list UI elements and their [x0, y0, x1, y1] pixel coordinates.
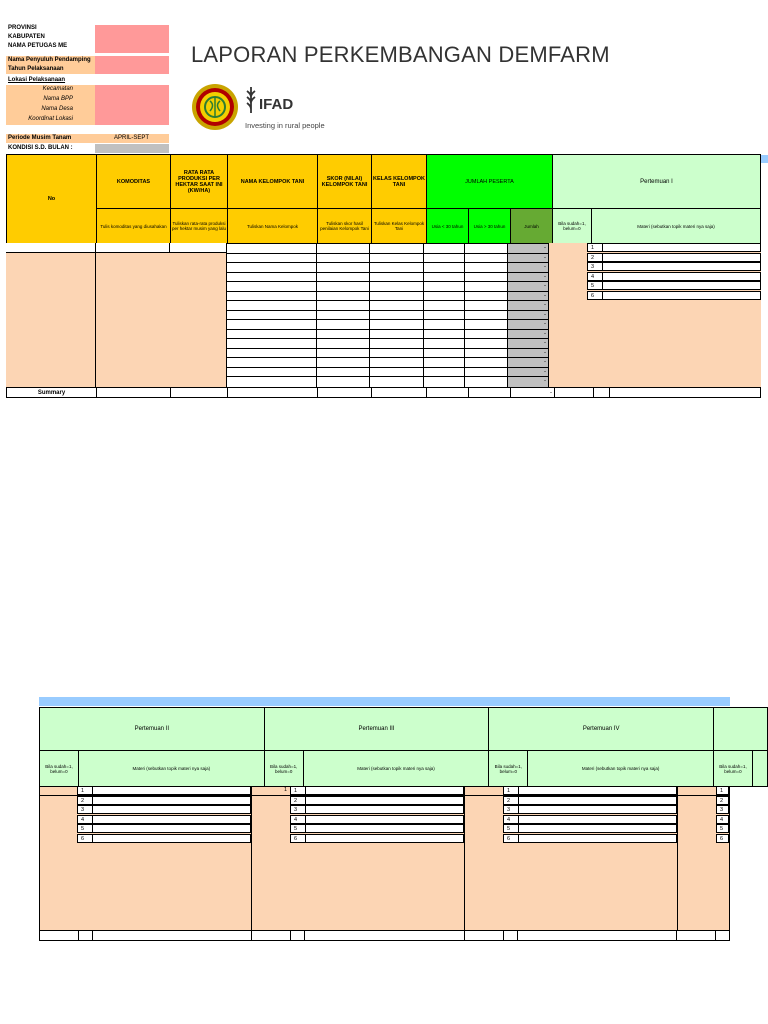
jumlah-dash: - [544, 264, 546, 270]
col-kelas: KELAS KELOMPOK TANI [372, 155, 427, 209]
t2-materi-number: 2 [81, 797, 85, 804]
t2-materi-row[interactable] [77, 824, 251, 833]
t2-materi-number: 4 [81, 816, 85, 823]
periode-value: APRIL-SEPT [114, 135, 150, 141]
ministry-seal-icon [191, 83, 239, 131]
col-pertemuan-2: Pertemuan II [40, 708, 265, 751]
materi-sep [602, 254, 603, 262]
t2-materi-row[interactable] [77, 805, 251, 814]
sub-kelas: Tuliskan Kelas Kelompok Tani [372, 209, 427, 244]
label-koordinat: Koordinat Lokasi [28, 116, 73, 122]
col-komoditas: KOMODITAS [97, 155, 171, 209]
t2-materi-sep [305, 816, 306, 824]
input-kondisi[interactable] [95, 144, 169, 153]
materi-sep [602, 282, 603, 290]
input-penyuluh[interactable] [95, 56, 169, 74]
jumlah-dash: - [544, 292, 546, 299]
t2-materi-row[interactable] [716, 834, 729, 843]
t2-materi-number: 1 [81, 788, 85, 794]
t2-materi-4 [753, 751, 768, 787]
summary-dash: - [511, 388, 555, 398]
t2-materi-row[interactable] [77, 815, 251, 824]
jumlah-dash: - [544, 283, 546, 289]
t2-materi-row[interactable] [77, 796, 251, 805]
ifad-wheat-icon [244, 85, 258, 115]
t2-materi-sep [305, 835, 306, 843]
summary-label: Summary [7, 388, 97, 398]
table1-first-row [6, 243, 226, 253]
jumlah-dash: - [544, 330, 546, 337]
col-jumlah-peserta: JUMLAH PESERTA [427, 155, 553, 209]
sub-komoditas: Tulis komoditas yang diusahakan [97, 209, 171, 244]
label-kabupaten: KABUPATEN [8, 34, 45, 40]
t2-bila-1: Bila sudah=1, belum=0 [40, 751, 79, 787]
materi-sep [602, 263, 603, 271]
t2-materi-number: 2 [507, 797, 511, 804]
t2-materi-number: 5 [81, 826, 85, 832]
materi-row[interactable] [587, 262, 761, 271]
table1-col-line [316, 243, 317, 387]
materi-number: 4 [591, 273, 595, 280]
t2-materi-row[interactable] [290, 805, 464, 814]
t2-materi-number: 2 [294, 797, 298, 804]
page-title: LAPORAN PERKEMBANGAN DEMFARM [191, 42, 610, 67]
col-pertemuan-4: Pertemuan IV [489, 708, 714, 751]
input-provinsi-block[interactable] [95, 25, 169, 53]
t2-top-line [39, 786, 730, 787]
t2-materi-number: 3 [720, 807, 724, 813]
t2-divider-1 [251, 786, 252, 940]
label-penyuluh: Nama Penyuluh Pendamping [8, 57, 91, 63]
ifad-logo-text: IFAD [259, 96, 294, 113]
t2-materi-sep [92, 787, 93, 795]
table1-row-line [226, 329, 548, 330]
sub-bila: Bila sudah=1, belum=0 [553, 209, 592, 244]
sub-jumlah: Jumlah [511, 209, 553, 244]
t2-bila-2: Bila sudah=1, belum=0 [264, 751, 303, 787]
col-pertemuan-1: Pertemuan I [553, 155, 761, 209]
t2-materi-row[interactable] [290, 834, 464, 843]
t2-divider-3 [677, 786, 678, 940]
sub-skor: Tuliskan skor hasil penilaian Kelompok Tani [318, 209, 372, 244]
t2-materi-sep [518, 835, 519, 843]
t2-materi-row[interactable] [290, 796, 464, 805]
t2-materi-sep [518, 816, 519, 824]
col-nama-kelompok: NAMA KELOMPOK TANI [228, 155, 318, 209]
t2-materi-sep [518, 806, 519, 814]
table1-divider-b [169, 243, 170, 253]
t2-materi-row[interactable] [716, 815, 729, 824]
sub-usia-gt: Usia > 30 tahun [469, 209, 511, 244]
label-lokasi: Lokasi Pelaksanaan [8, 77, 66, 83]
t2-materi-row[interactable] [503, 824, 677, 833]
t2-materi-sep [518, 825, 519, 833]
table1-row-line [226, 243, 548, 244]
jumlah-dash: - [544, 359, 546, 365]
label-periode: Periode Musim Tanam [8, 135, 72, 141]
t2-bila-4: Bila sudah=1, belum=0 [714, 751, 753, 787]
t2-divider-4 [729, 786, 730, 940]
col-no: No [7, 155, 97, 244]
t2-materi-row[interactable] [290, 815, 464, 824]
t2-materi-number: 6 [507, 835, 511, 842]
table1-grid [226, 243, 548, 387]
table1-row-line [226, 253, 548, 254]
t2-materi-number: 6 [294, 835, 298, 842]
materi-number: 6 [591, 292, 595, 299]
label-kondisi: KONDISI S.D. BULAN : [8, 145, 73, 151]
materi-number: 3 [591, 264, 595, 270]
t2-materi-sep [92, 806, 93, 814]
t2-materi-row[interactable] [503, 815, 677, 824]
materi-row[interactable] [587, 291, 761, 300]
table1-row-line [226, 338, 548, 339]
t2-materi-sep [305, 797, 306, 805]
t2-materi-number: 5 [507, 826, 511, 832]
materi-number: 1 [591, 245, 595, 251]
t2-materi-row[interactable] [290, 786, 464, 795]
t2-divider-0 [39, 786, 40, 940]
t2-materi-number: 3 [507, 807, 511, 813]
t2-materi-number: 4 [507, 816, 511, 823]
t2-materi-sep [305, 806, 306, 814]
materi-sep [602, 273, 603, 281]
table1-summary [6, 387, 761, 398]
table2-one-value: 1 [284, 787, 288, 793]
table1-row-line [226, 357, 548, 358]
t2-materi-sep [305, 787, 306, 795]
sub-nama: Tuliskan Nama Kelompok [228, 209, 318, 244]
table1-row-line [226, 319, 548, 320]
t2-materi-sep [518, 787, 519, 795]
table1-row-line [226, 291, 548, 292]
t2-materi-3: Materi (sebutkan topik materi nya saja) [528, 751, 714, 787]
col-skor: SKOR (NILAI) KELOMPOK TANI [318, 155, 372, 209]
jumlah-dash: - [544, 311, 546, 318]
t2-materi-sep [92, 816, 93, 824]
table2-summary [39, 930, 730, 941]
t2-materi-row[interactable] [503, 834, 677, 843]
t2-materi-row[interactable] [716, 796, 729, 805]
jumlah-dash: - [544, 254, 546, 261]
col-pertemuan-3: Pertemuan III [264, 708, 489, 751]
label-provinsi: PROVINSI [8, 25, 37, 31]
t2-materi-number: 4 [720, 816, 724, 823]
materi-row[interactable] [587, 243, 761, 252]
t2-materi-row[interactable] [716, 786, 729, 795]
t2-materi-row[interactable] [503, 805, 677, 814]
table1-col-line [548, 243, 549, 387]
t2-materi-number: 1 [507, 788, 511, 794]
table1-col-line [423, 243, 424, 387]
t2-materi-sep [92, 797, 93, 805]
t2-top-line-2 [39, 795, 730, 796]
table1-row-line [226, 367, 548, 368]
jumlah-dash: - [544, 302, 546, 308]
sub-materi: Materi (sebutkan topik materi nya saja) [592, 209, 761, 244]
t2-materi-number: 2 [720, 797, 724, 804]
t2-divider-2 [464, 786, 465, 940]
table1-col-line [464, 243, 465, 387]
materi-sep [602, 292, 603, 300]
t2-materi-number: 6 [720, 835, 724, 842]
table1-row-line [226, 272, 548, 273]
label-nama-petugas: NAMA PETUGAS ME [8, 43, 68, 49]
table1-divider-a [95, 243, 96, 387]
table2-blue-bar [39, 697, 730, 706]
jumlah-dash: - [544, 245, 546, 251]
t2-materi-2: Materi (sebutkan topik materi nya saja) [303, 751, 489, 787]
table1-col-line [507, 243, 508, 387]
label-nama-desa: Nama Desa [41, 106, 73, 112]
t2-materi-number: 6 [81, 835, 85, 842]
table1-row-line [226, 348, 548, 349]
t2-materi-row[interactable] [716, 805, 729, 814]
jumlah-dash: - [544, 321, 546, 327]
t2-materi-sep [92, 825, 93, 833]
jumlah-dash: - [544, 349, 546, 356]
table1-row-line [226, 376, 548, 377]
t2-materi-row[interactable] [716, 824, 729, 833]
t2-materi-sep [92, 835, 93, 843]
table2-header [39, 707, 768, 787]
label-tahun: Tahun Pelaksanaan [8, 66, 64, 72]
table1-row-line [226, 281, 548, 282]
t2-materi-number: 1 [294, 788, 298, 794]
col-pertemuan-5 [714, 708, 768, 751]
table1-col-line [369, 243, 370, 387]
sub-usia-lt: Usia < 30 tahun [427, 209, 469, 244]
t2-bila-3: Bila sudah=1, belum=0 [489, 751, 528, 787]
t2-materi-number: 4 [294, 816, 298, 823]
label-nama-bpp: Nama BPP [43, 96, 73, 102]
table1-row-line [226, 310, 548, 311]
t2-materi-row[interactable] [290, 824, 464, 833]
materi-row[interactable] [587, 253, 761, 262]
jumlah-dash: - [544, 368, 546, 375]
t2-materi-number: 5 [720, 826, 724, 832]
materi-row[interactable] [587, 281, 761, 290]
input-lokasi[interactable] [95, 85, 169, 125]
materi-row[interactable] [587, 272, 761, 281]
t2-materi-number: 5 [294, 826, 298, 832]
t2-materi-sep [518, 797, 519, 805]
ifad-tagline: Investing in rural people [245, 121, 325, 130]
materi-sep [602, 244, 603, 252]
materi-number: 2 [591, 254, 595, 261]
materi-number: 5 [591, 283, 595, 289]
t2-materi-row[interactable] [503, 796, 677, 805]
table1-col-line [226, 243, 227, 387]
t2-materi-row[interactable] [503, 786, 677, 795]
t2-materi-1: Materi (sebutkan topik materi nya saja) [79, 751, 265, 787]
label-kecamatan: Kecamatan [42, 86, 73, 92]
t2-materi-number: 3 [294, 807, 298, 813]
sub-rata: Tuliskan rata-rata produksi per hektar musim yang lalu [171, 209, 228, 244]
table1-row-line [226, 300, 548, 301]
jumlah-dash: - [544, 340, 546, 346]
jumlah-dash: - [544, 273, 546, 280]
table1-header [6, 154, 761, 244]
t2-materi-row[interactable] [77, 834, 251, 843]
col-rata: RATA RATA PRODUKSI PER HEKTAR SAAT INI (KW/HA) [171, 155, 228, 209]
t2-materi-row[interactable] [77, 786, 251, 795]
table1-row-line [226, 262, 548, 263]
t2-materi-number: 3 [81, 807, 85, 813]
t2-materi-sep [305, 825, 306, 833]
jumlah-dash: - [544, 378, 546, 384]
t2-materi-number: 1 [720, 788, 724, 794]
